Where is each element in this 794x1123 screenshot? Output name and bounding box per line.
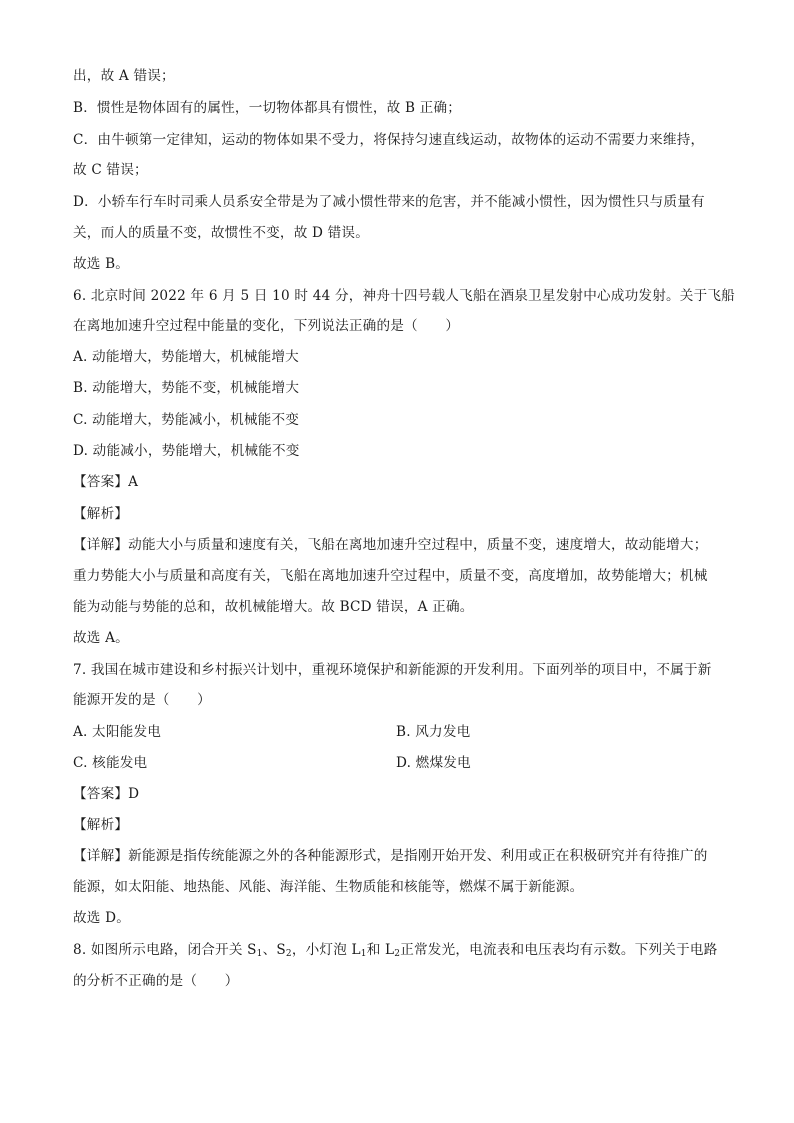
q5-option-d-explanation-cont: 关，而人的质量不变，故惯性不变，故 D 错误。 [73,225,370,241]
q6-analysis-heading: 【解析】 [73,506,129,522]
q5-option-b-explanation: B．惯性是物体固有的属性，一切物体都具有惯性，故 B 正确； [73,100,462,116]
q6-option-d: D. 动能减小，势能增大，机械能不变 [73,443,300,459]
q8-stem-cont: 的分析不正确的是（ ） [73,973,239,989]
q5-option-d-explanation: D．小轿车行车时司乘人员系安全带是为了减小惯性带来的危害，并不能减小惯性，因为惯性只与质量有 [73,194,705,210]
q6-option-b: B. 动能增大，势能不变，机械能增大 [73,380,300,396]
q7-detail: 【详解】新能源是指传统能源之外的各种能源形式，是指刚开始开发、利用或正在积极研究并有待推广的 [73,848,708,864]
q7-option-a: A. 太阳能发电 [73,724,162,740]
q7-detail-cont: 能源，如太阳能、地热能、风能、海洋能、生物质能和核能等，燃煤不属于新能源。 [73,879,584,895]
q8-stem-part-3: ，小灯泡 L [291,942,361,958]
q6-detail-cont-2: 能为动能与势能的总和，故机械能增大。故 BCD 错误，A 正确。 [73,599,474,615]
q6-answer: 【答案】A [73,474,139,490]
q7-option-c: C. 核能发电 [73,755,148,771]
q7-analysis-heading: 【解析】 [73,817,129,833]
q7-stem: 7. 我国在城市建设和乡村振兴计划中，重视环境保护和新能源的开发利用。下面列举的项目中，不属于新 [73,662,712,678]
q6-option-a: A. 动能增大，势能增大，机械能增大 [73,349,299,365]
q8-stem-part-1: 8. 如图所示电路，闭合开关 S [73,942,257,958]
q8-sub-s2: 2 [285,949,292,959]
q7-stem-cont: 能源开发的是（ ） [73,692,211,708]
q8-sub-l2: 2 [394,949,401,959]
q7-answer: 【答案】D [73,786,140,802]
q6-option-c: C. 动能增大，势能减小，机械能不变 [73,412,300,428]
q7-option-b: B. 风力发电 [396,724,471,740]
q6-detail: 【详解】动能大小与质量和速度有关，飞船在离地加速升空过程中，质量不变，速度增大，故动能增大； [73,537,708,553]
q6-detail-cont-1: 重力势能大小与质量和高度有关，飞船在离地加速升空过程中，质量不变，高度增加，故势能增大；机械 [73,568,708,584]
q5-option-c-explanation: C．由牛顿第一定律知，运动的物体如果不受力，将保持匀速直线运动，故物体的运动不需要力来维持， [73,132,705,148]
q8-sub-l1: 1 [360,949,367,959]
q8-stem [73,940,717,960]
q5-tail-line: 出，故 A 错误； [73,68,175,84]
q6-stem: 6. 北京时间 2022 年 6 月 5 日 10 时 44 分，神舟十四号载人飞船在酒泉卫星发射中心成功发射。关于飞船 [73,288,735,304]
q8-stem-part-2: 、S [262,942,286,958]
q8-sub-s1: 1 [256,949,263,959]
q8-stem-part-5: 正常发光，电流表和电压表均有示数。下列关于电路 [400,942,718,958]
q5-option-c-explanation-cont: 故 C 错误； [73,162,148,178]
q5-choose: 故选 B。 [73,256,130,272]
q6-choose: 故选 A。 [73,630,129,646]
q6-stem-cont: 在离地加速升空过程中能量的变化，下列说法正确的是（ ） [73,318,460,334]
q7-choose: 故选 D。 [73,910,131,926]
q7-option-d: D. 燃煤发电 [396,755,471,771]
q8-stem-part-4: 和 L [366,942,395,958]
